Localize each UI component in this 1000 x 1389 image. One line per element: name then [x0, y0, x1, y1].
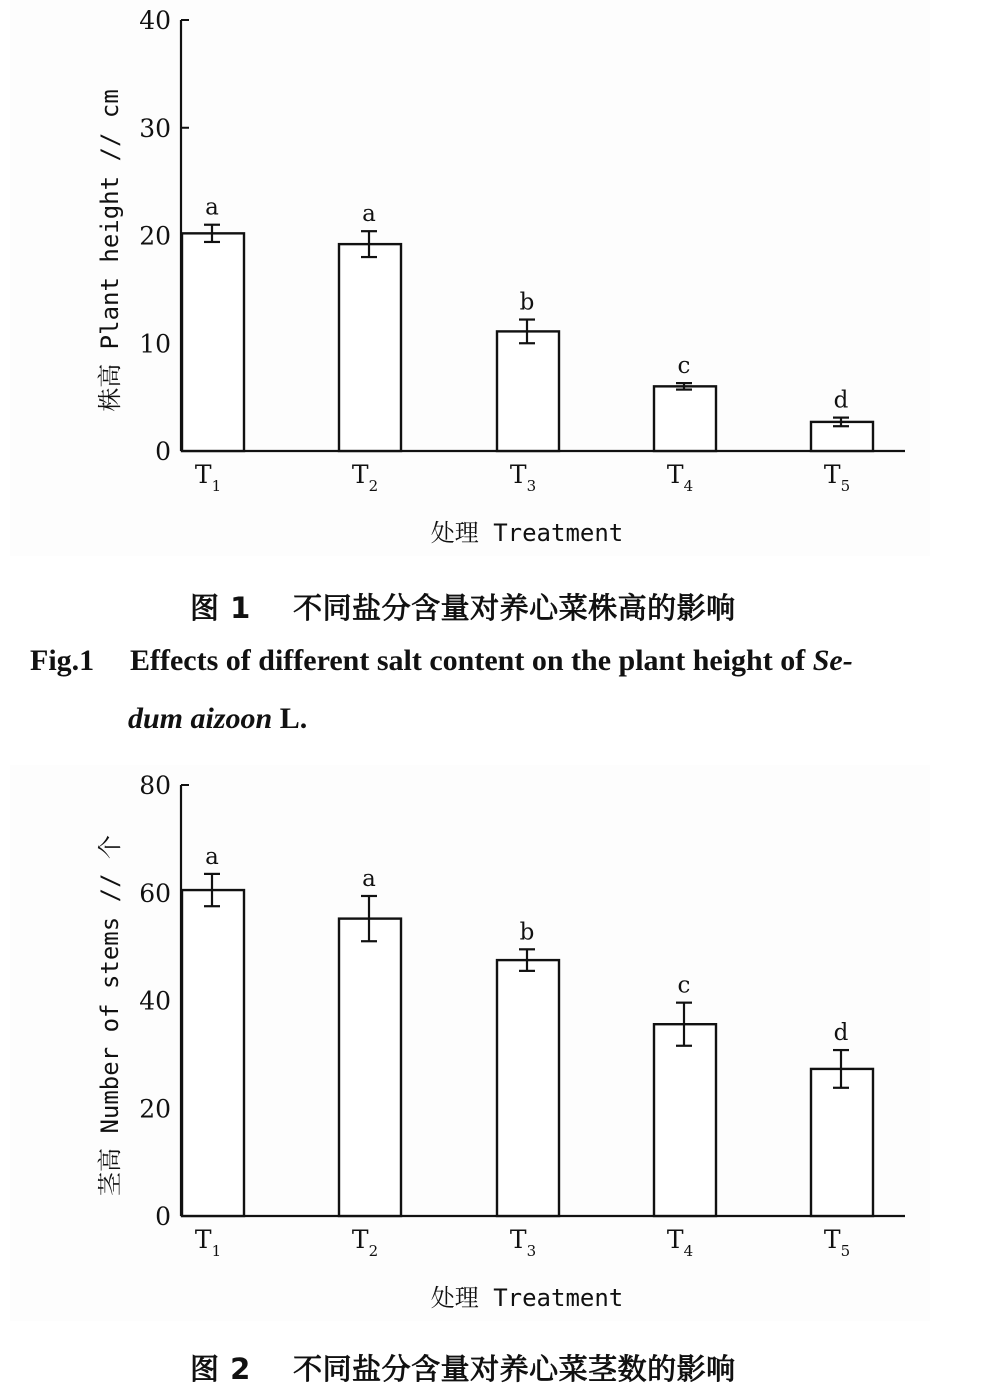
bar-T2: [339, 919, 401, 1216]
x-tick-label-T1: $T_1$: [194, 460, 222, 495]
x-tick-label-T3: $T_3$: [509, 460, 537, 495]
figure-2-caption: [0, 1345, 1000, 1389]
figure-1-caption-en-line2: [128, 702, 307, 736]
figure-2-cn-text: 不同盐分含量对养心菜茎数的影响: [293, 1352, 736, 1386]
figure-1-en-text-1: Effects of different salt content on the plant height of: [130, 644, 813, 677]
bar-T2: [339, 244, 401, 451]
figure-2-caption-cn: [190, 1347, 736, 1388]
figure-1-en-text-2: L.: [272, 702, 308, 735]
significance-label-T2: a: [362, 201, 376, 228]
x-tick-label-T3: $T_3$: [509, 1225, 537, 1260]
x-tick-label-T4: $T_4$: [666, 1225, 694, 1260]
bar-T3: [497, 331, 559, 451]
y-tick-label: 80: [139, 771, 171, 800]
figure-1-caption: [0, 580, 1000, 740]
x-tick-label-T4: $T_4$: [666, 460, 694, 495]
x-axis-title: 处理 Treatment: [430, 519, 624, 547]
bar-T3: [497, 960, 559, 1216]
y-tick-label: 10: [139, 329, 171, 359]
y-axis-title: 茎高 Number of stems // 个: [96, 835, 124, 1196]
figure-1-cn-text: 不同盐分含量对养心菜株高的影响: [293, 591, 736, 625]
figure-1-caption-en-line1: [30, 644, 853, 678]
x-axis-title: 处理 Treatment: [430, 1284, 624, 1312]
figure-1-cn-label: 图 1: [190, 591, 251, 625]
bar-T1: [182, 233, 244, 451]
figure-1-en-italic-1: Se-: [812, 644, 853, 677]
y-tick-label: 20: [139, 1094, 171, 1124]
bar-T4: [654, 1024, 716, 1216]
y-tick-label: 30: [139, 113, 171, 143]
significance-label-T2: a: [362, 865, 376, 892]
significance-label-T5: d: [833, 1020, 849, 1047]
figure-1-caption-cn: [190, 586, 736, 627]
x-tick-label-T1: $T_1$: [194, 1225, 222, 1260]
y-tick-label: 40: [139, 6, 171, 35]
significance-label-T3: b: [519, 919, 535, 946]
figure-1-en-label: Fig.1: [30, 644, 95, 677]
plant-height-chart: [0, 0, 1000, 560]
bar-T4: [654, 386, 716, 451]
figure-1-en-italic-2: dum aizoon: [128, 702, 273, 735]
y-tick-label: 60: [139, 878, 171, 908]
significance-label-T4: c: [677, 353, 691, 380]
significance-label-T3: b: [519, 289, 535, 316]
y-tick-label: 0: [155, 1202, 171, 1231]
stem-number-chart: [0, 765, 1000, 1325]
y-tick-label: 20: [139, 221, 171, 251]
x-tick-label-T2: $T_2$: [351, 460, 379, 495]
figure-1: [0, 0, 1000, 560]
y-tick-label: 0: [155, 437, 171, 466]
y-axis-title: 株高 Plant height // cm: [96, 89, 124, 412]
significance-label-T1: a: [205, 194, 219, 221]
y-tick-label: 40: [139, 986, 171, 1016]
significance-label-T4: c: [677, 972, 691, 999]
x-tick-label-T2: $T_2$: [351, 1225, 379, 1260]
bar-T1: [182, 890, 244, 1216]
bar-T5: [811, 1069, 873, 1216]
figure-2: [0, 765, 1000, 1325]
significance-label-T1: a: [205, 843, 219, 870]
significance-label-T5: d: [833, 387, 849, 414]
x-tick-label-T5: $T_5$: [823, 460, 851, 495]
figure-2-cn-label: 图 2: [190, 1352, 251, 1386]
x-tick-label-T5: $T_5$: [823, 1225, 851, 1260]
